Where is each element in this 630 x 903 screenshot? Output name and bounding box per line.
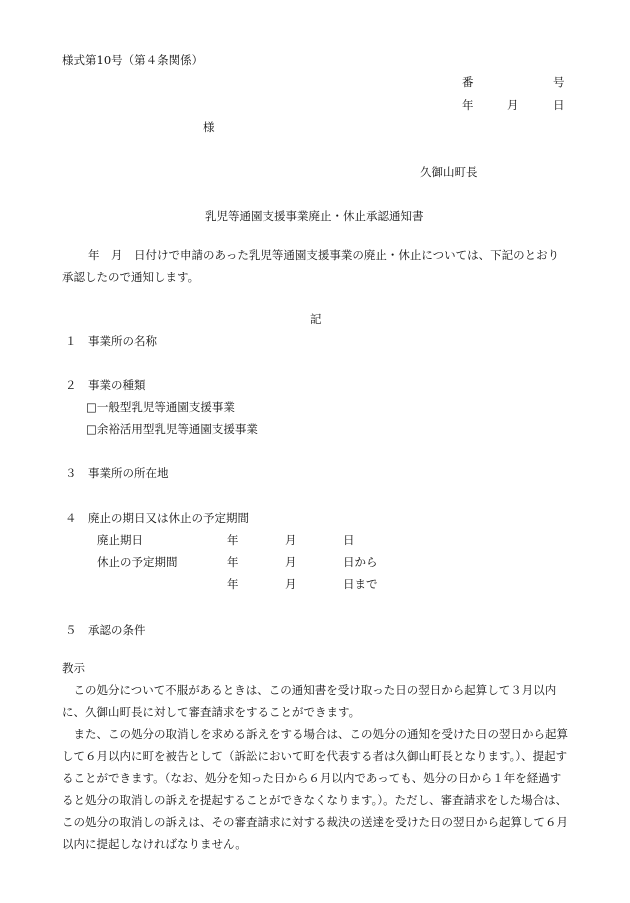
notice-paragraph-2: また、この処分の取消しを求める訴えをする場合は、この処分の通知を受けた日の翌日から起算して６月以内に町を被告として（訴訟において町を代表する者は久御山町長となります。）、提起することができます。（なお、処分を知った日から６月以内であっても、処分の日から１年を経過すると処分の取消しの訴えを提起することができなくなります。）。ただし、審査請求をした場合は、この処分の取消しの訴えは、その審査請求に対する裁決の送達を受けた日の翌日から起算して６月以内に提起しなければなりません。: [62, 727, 568, 851]
item-1-label: 事業所の名称: [88, 334, 157, 348]
option-surplus-type: □余裕活用型乳児等通園支援事業: [86, 422, 258, 436]
abolition-day: 日: [343, 533, 355, 547]
document-title: 乳児等通園支援事業廃止・休止承認通知書: [205, 209, 424, 223]
date-day: 日: [553, 98, 565, 112]
intro-line-2: 承認したので通知します。: [62, 270, 200, 284]
notice-body: [62, 679, 570, 855]
suspension-start-month: 月: [285, 555, 297, 569]
item-4-label: 廃止の期日又は休止の予定期間: [88, 511, 249, 525]
abolition-date-label: 廃止期日: [97, 533, 143, 547]
item-5-number: ５: [65, 623, 77, 637]
suspension-end-month: 月: [285, 577, 297, 591]
date-month: 月: [507, 98, 519, 112]
suspension-start-day: 日から: [343, 555, 378, 569]
item-5-label: 承認の条件: [88, 623, 146, 637]
suspension-end-day: 日まで: [343, 577, 378, 591]
suspension-end-year: 年: [227, 577, 239, 591]
abolition-month: 月: [285, 533, 297, 547]
ki-heading: 記: [310, 312, 322, 326]
date-year: 年: [462, 98, 474, 112]
item-4-number: ４: [65, 511, 77, 525]
notice-heading: 教示: [62, 661, 85, 675]
notice-paragraph-1: この処分について不服があるときは、この通知書を受け取った日の翌日から起算して３月以内に、久御山町長に対して審査請求をすることができます。: [62, 683, 557, 719]
form-number-label: 様式第10号（第４条関係）: [62, 53, 204, 67]
intro-line-1: 年 月 日付けで申請のあった乳児等通園支援事業の廃止・休止については、下記のとおり: [88, 248, 560, 262]
suspension-start-year: 年: [227, 555, 239, 569]
item-3-label: 事業所の所在地: [88, 466, 169, 480]
abolition-year: 年: [227, 533, 239, 547]
issuer-name: 久御山町長: [420, 165, 478, 179]
addressee-suffix: 様: [203, 120, 215, 134]
item-2-number: ２: [65, 378, 77, 392]
option-general-type: □一般型乳児等通園支援事業: [86, 400, 235, 414]
item-1-number: １: [65, 334, 77, 348]
suspension-period-label: 休止の予定期間: [97, 555, 178, 569]
item-3-number: ３: [65, 466, 77, 480]
document-number-label: 番: [462, 75, 474, 89]
item-2-label: 事業の種類: [88, 378, 146, 392]
document-number-suffix: 号: [553, 75, 565, 89]
